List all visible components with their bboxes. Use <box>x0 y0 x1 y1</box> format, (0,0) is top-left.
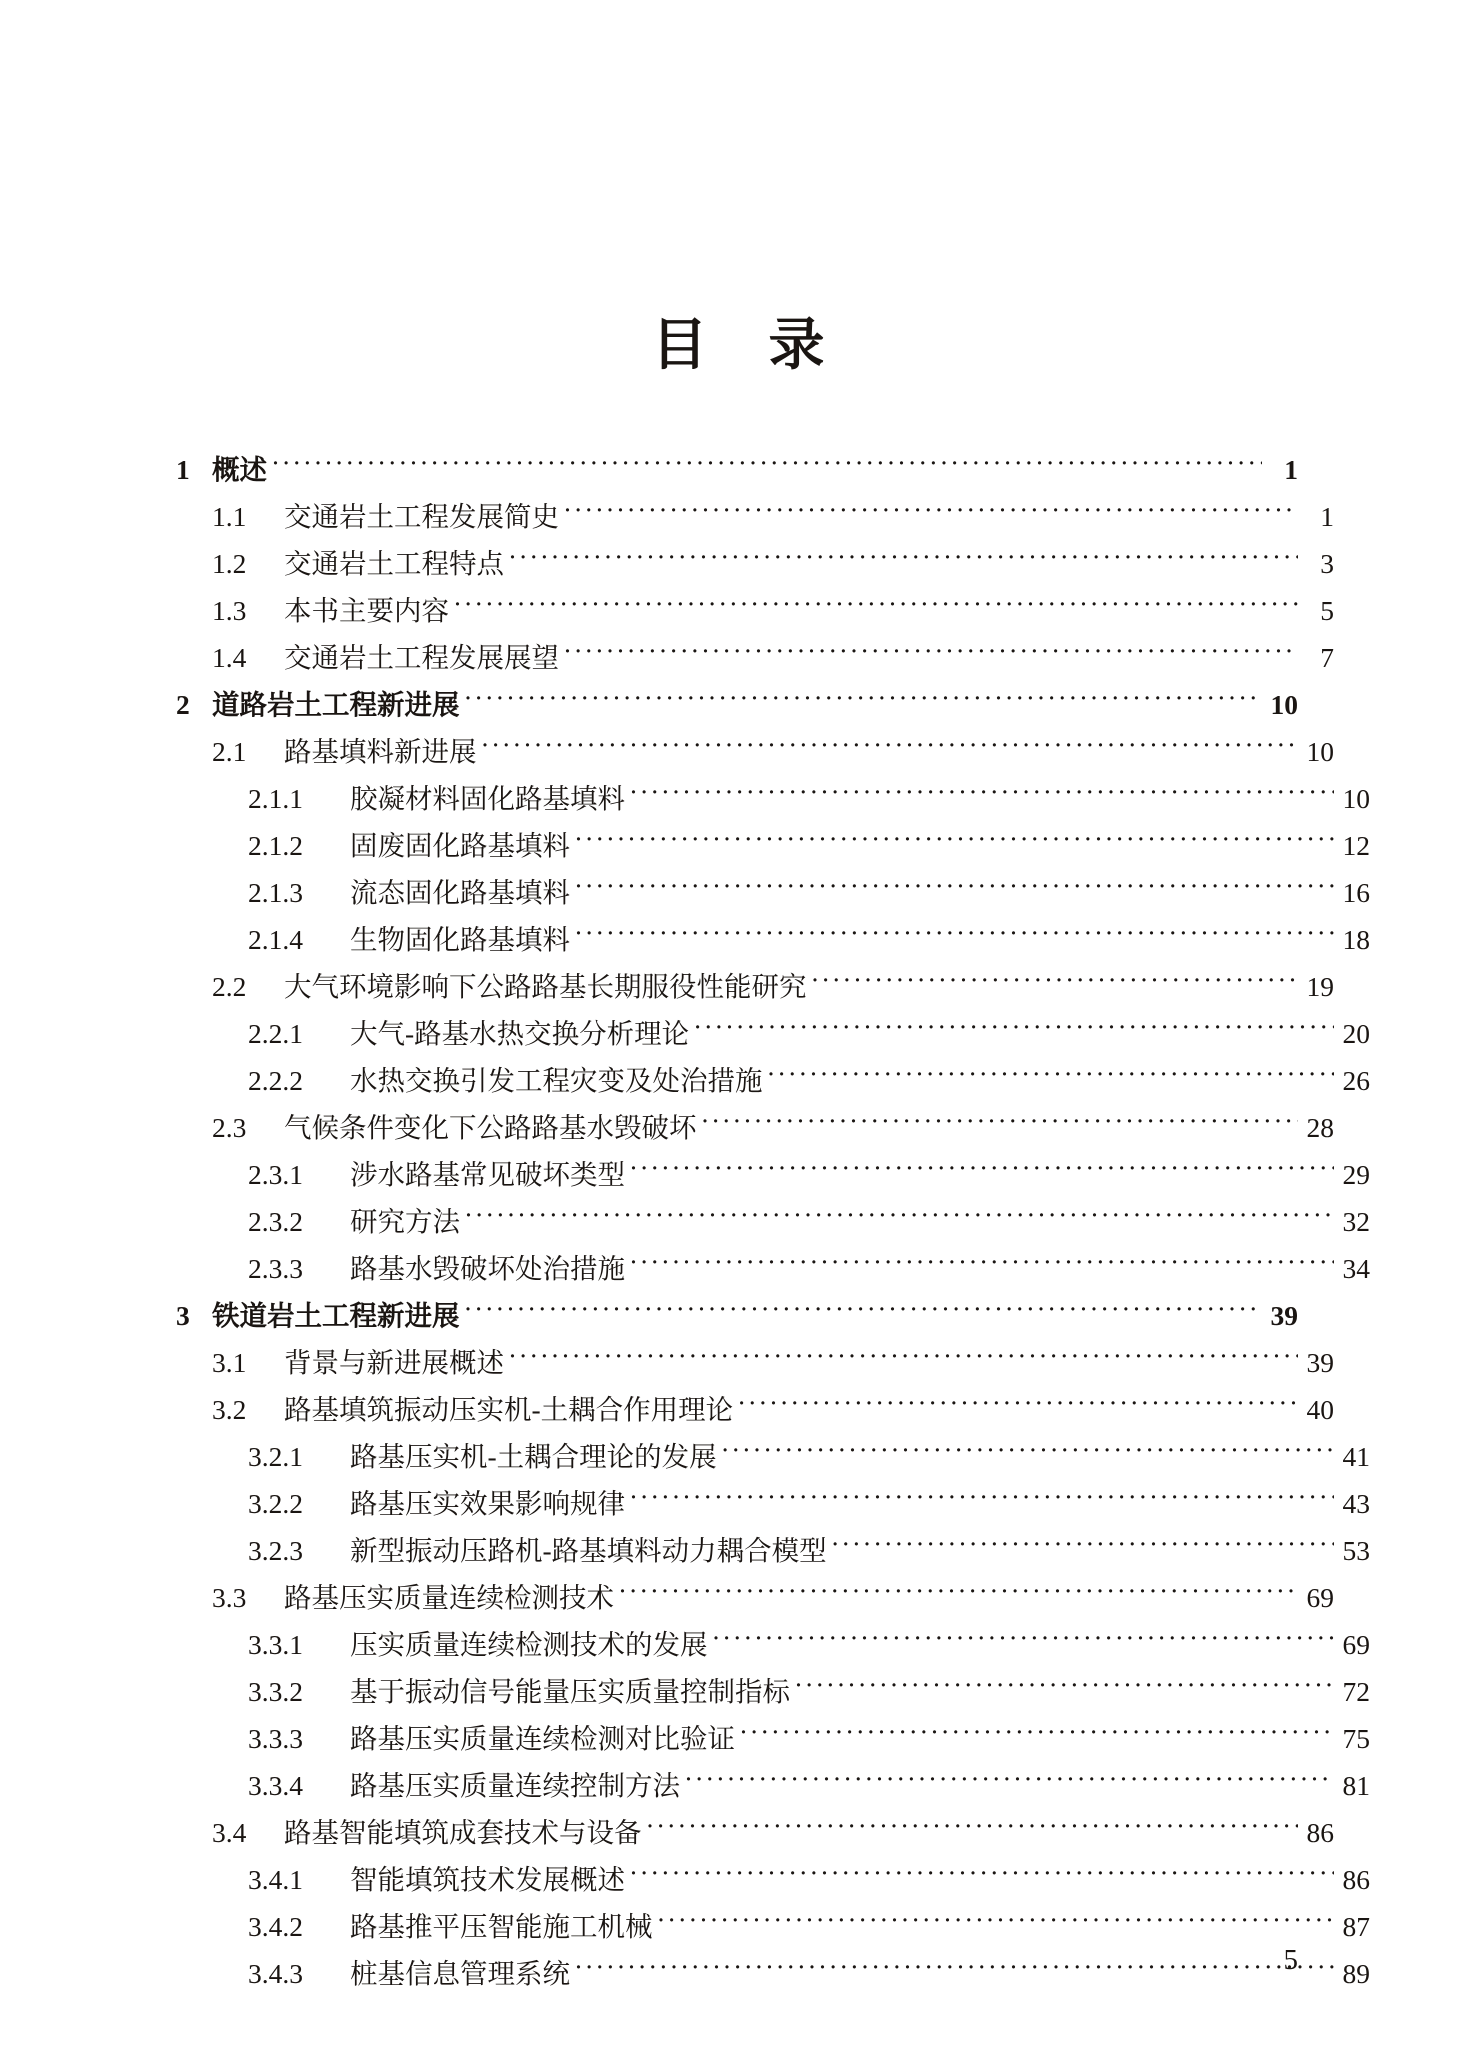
toc-leader-dots <box>271 452 1262 480</box>
toc-entry-label: 流态固化路基填料 <box>350 877 570 908</box>
toc-entry-page-number: 72 <box>1342 1676 1370 1707</box>
toc-entry-number: 3.2.2 <box>248 1488 303 1519</box>
toc-entry[interactable] <box>176 494 1334 541</box>
toc-entry-number: 2 <box>176 689 190 720</box>
toc-entry[interactable] <box>176 1293 1298 1340</box>
toc-entry-number: 2.3.2 <box>248 1206 303 1237</box>
toc-entry-label: 背景与新进展概述 <box>284 1347 504 1378</box>
toc-entry-page-number: 81 <box>1342 1770 1370 1801</box>
toc-entry-page-number: 41 <box>1342 1441 1370 1472</box>
toc-entry-page-number: 43 <box>1342 1488 1370 1519</box>
toc-entry[interactable] <box>176 1011 1370 1058</box>
toc-entry-number: 1.4 <box>212 642 247 673</box>
toc-entry-label: 路基推平压智能施工机械 <box>350 1911 653 1942</box>
toc-leader-dots <box>574 875 1334 903</box>
toc-entry-label: 路基智能填筑成套技术与设备 <box>284 1817 642 1848</box>
toc-entry-page-number: 28 <box>1306 1112 1334 1143</box>
toc-leader-dots <box>618 1580 1298 1608</box>
toc-leader-dots <box>629 1486 1334 1514</box>
toc-leader-dots <box>657 1909 1335 1937</box>
toc-entry-page-number: 12 <box>1342 830 1370 861</box>
toc-leader-dots <box>767 1063 1335 1091</box>
toc-entry-label: 胶凝材料固化路基填料 <box>350 783 625 814</box>
toc-leader-dots <box>721 1439 1334 1467</box>
toc-entry-label: 生物固化路基填料 <box>350 924 570 955</box>
toc-entry-label: 水热交换引发工程灾变及处治措施 <box>350 1065 763 1096</box>
table-of-contents <box>176 447 1370 1998</box>
toc-entry[interactable] <box>176 1246 1370 1293</box>
toc-entry[interactable] <box>176 1528 1370 1575</box>
toc-entry[interactable] <box>176 588 1334 635</box>
toc-leader-dots <box>563 640 1298 668</box>
toc-entry-number: 2.2 <box>212 971 247 1002</box>
toc-entry-number: 2.1.1 <box>248 783 303 814</box>
toc-entry[interactable] <box>176 776 1370 823</box>
toc-entry-page-number: 18 <box>1342 924 1370 955</box>
toc-entry-number: 1.3 <box>212 595 247 626</box>
toc-entry-label: 气候条件变化下公路路基水毁破坏 <box>284 1112 697 1143</box>
toc-entry-label: 研究方法 <box>350 1206 460 1237</box>
toc-entry-label: 基于振动信号能量压实质量控制指标 <box>350 1676 790 1707</box>
toc-leader-dots <box>508 546 1298 574</box>
toc-entry[interactable] <box>176 1622 1370 1669</box>
toc-leader-dots <box>831 1533 1334 1561</box>
toc-entry-label: 路基压实质量连续控制方法 <box>350 1770 680 1801</box>
toc-leader-dots <box>739 1721 1334 1749</box>
toc-entry-label: 铁道岩土工程新进展 <box>212 1300 460 1331</box>
toc-entry-page-number: 86 <box>1342 1864 1370 1895</box>
toc-entry-label: 道路岩土工程新进展 <box>212 689 460 720</box>
toc-entry-number: 1 <box>176 454 190 485</box>
toc-entry-label: 概述 <box>212 454 267 485</box>
toc-entry-number: 3.3.1 <box>248 1629 303 1660</box>
toc-entry-label: 路基压实质量连续检测对比验证 <box>350 1723 735 1754</box>
toc-entry-label: 压实质量连续检测技术的发展 <box>350 1629 708 1660</box>
toc-entry[interactable] <box>176 1857 1370 1904</box>
toc-entry-number: 2.1.4 <box>248 924 303 955</box>
toc-entry-label: 固废固化路基填料 <box>350 830 570 861</box>
toc-leader-dots <box>794 1674 1334 1702</box>
toc-entry-label: 新型振动压路机-路基填料动力耦合模型 <box>350 1535 827 1566</box>
toc-entry-page-number: 69 <box>1342 1629 1370 1660</box>
toc-entry[interactable] <box>176 1199 1370 1246</box>
toc-entry-number: 2.3.1 <box>248 1159 303 1190</box>
toc-entry-label: 大气环境影响下公路路基长期服役性能研究 <box>284 971 807 1002</box>
toc-leader-dots <box>464 1298 1263 1326</box>
toc-entry-page-number: 3 <box>1320 548 1334 579</box>
toc-entry-number: 3.4 <box>212 1817 247 1848</box>
toc-entry[interactable] <box>176 1481 1370 1528</box>
toc-entry[interactable] <box>176 964 1334 1011</box>
toc-entry-number: 2.1 <box>212 736 247 767</box>
toc-entry[interactable] <box>176 1716 1370 1763</box>
toc-entry-label: 大气-路基水热交换分析理论 <box>350 1018 690 1049</box>
toc-entry[interactable] <box>176 1810 1334 1857</box>
toc-leader-dots <box>737 1392 1298 1420</box>
toc-entry[interactable] <box>176 541 1334 588</box>
toc-entry[interactable] <box>176 1105 1334 1152</box>
toc-entry-number: 3.3.4 <box>248 1770 303 1801</box>
page-folio: 5 <box>1283 1944 1298 1976</box>
toc-entry-page-number: 32 <box>1342 1206 1370 1237</box>
toc-entry-page-number: 10 <box>1270 689 1298 720</box>
toc-entry-page-number: 53 <box>1342 1535 1370 1566</box>
toc-entry-label: 路基压实效果影响规律 <box>350 1488 625 1519</box>
toc-entry-page-number: 29 <box>1342 1159 1370 1190</box>
toc-entry-number: 3.4.2 <box>248 1911 303 1942</box>
toc-entry[interactable] <box>176 1575 1334 1622</box>
toc-leader-dots <box>712 1627 1335 1655</box>
toc-entry-label: 桩基信息管理系统 <box>350 1958 570 1989</box>
toc-entry-page-number: 1 <box>1284 454 1298 485</box>
toc-leader-dots <box>646 1815 1299 1843</box>
toc-entry-page-number: 87 <box>1342 1911 1370 1942</box>
toc-entry[interactable] <box>176 870 1370 917</box>
toc-entry-page-number: 34 <box>1342 1253 1370 1284</box>
toc-entry-label: 本书主要内容 <box>284 595 449 626</box>
toc-entry-page-number: 10 <box>1306 736 1334 767</box>
toc-entry[interactable] <box>176 917 1370 964</box>
toc-entry-label: 路基填筑振动压实机-土耦合作用理论 <box>284 1394 734 1425</box>
toc-entry-number: 3.2.1 <box>248 1441 303 1472</box>
toc-entry-number: 2.1.2 <box>248 830 303 861</box>
page-title: 目 录 <box>651 315 849 377</box>
toc-entry-number: 3.3.3 <box>248 1723 303 1754</box>
toc-leader-dots <box>508 1345 1298 1373</box>
toc-entry-label: 路基压实机-土耦合理论的发展 <box>350 1441 717 1472</box>
toc-entry-number: 3.4.3 <box>248 1958 303 1989</box>
toc-leader-dots <box>693 1016 1334 1044</box>
toc-entry-number: 1.2 <box>212 548 247 579</box>
toc-leader-dots <box>701 1110 1299 1138</box>
toc-leader-dots <box>464 687 1263 715</box>
toc-entry-page-number: 19 <box>1306 971 1334 1002</box>
toc-leader-dots <box>629 1251 1334 1279</box>
toc-entry-number: 1.1 <box>212 501 247 532</box>
toc-entry-number: 3.2.3 <box>248 1535 303 1566</box>
toc-entry-page-number: 7 <box>1320 642 1334 673</box>
toc-leader-dots <box>481 734 1299 762</box>
toc-entry[interactable] <box>176 682 1298 729</box>
toc-entry[interactable] <box>176 635 1334 682</box>
toc-entry-page-number: 75 <box>1342 1723 1370 1754</box>
toc-entry-number: 3.3 <box>212 1582 247 1613</box>
toc-entry[interactable] <box>176 1763 1370 1810</box>
toc-entry[interactable] <box>176 823 1370 870</box>
toc-entry-page-number: 86 <box>1306 1817 1334 1848</box>
toc-entry[interactable] <box>176 447 1298 494</box>
toc-entry-label: 路基压实质量连续检测技术 <box>284 1582 614 1613</box>
toc-entry[interactable] <box>176 1340 1334 1387</box>
toc-entry-label: 路基水毁破坏处治措施 <box>350 1253 625 1284</box>
toc-entry-page-number: 26 <box>1342 1065 1370 1096</box>
toc-leader-dots <box>629 1862 1334 1890</box>
toc-entry-label: 交通岩土工程特点 <box>284 548 504 579</box>
toc-entry-number: 2.2.2 <box>248 1065 303 1096</box>
toc-leader-dots <box>629 781 1334 809</box>
toc-entry-number: 2.1.3 <box>248 877 303 908</box>
toc-entry[interactable] <box>176 1434 1370 1481</box>
toc-entry-page-number: 69 <box>1306 1582 1334 1613</box>
toc-entry-page-number: 89 <box>1342 1958 1370 1989</box>
toc-entry-number: 3.2 <box>212 1394 247 1425</box>
toc-entry-number: 2.3 <box>212 1112 247 1143</box>
toc-leader-dots <box>574 922 1334 950</box>
toc-entry-page-number: 1 <box>1320 501 1334 532</box>
toc-entry-label: 涉水路基常见破坏类型 <box>350 1159 625 1190</box>
toc-entry-number: 3.3.2 <box>248 1676 303 1707</box>
toc-leader-dots <box>684 1768 1334 1796</box>
toc-entry-label: 交通岩土工程发展展望 <box>284 642 559 673</box>
toc-entry-number: 3.1 <box>212 1347 247 1378</box>
toc-entry-page-number: 10 <box>1342 783 1370 814</box>
toc-leader-dots <box>574 828 1334 856</box>
toc-leader-dots <box>629 1157 1334 1185</box>
toc-entry-page-number: 39 <box>1270 1300 1298 1331</box>
toc-leader-dots <box>811 969 1299 997</box>
toc-entry[interactable] <box>176 1152 1370 1199</box>
toc-entry-number: 3.4.1 <box>248 1864 303 1895</box>
toc-entry-label: 交通岩土工程发展简史 <box>284 501 559 532</box>
toc-leader-dots <box>464 1204 1334 1232</box>
toc-entry-page-number: 16 <box>1342 877 1370 908</box>
toc-entry-page-number: 39 <box>1306 1347 1334 1378</box>
toc-leader-dots <box>453 593 1298 621</box>
toc-entry-page-number: 20 <box>1342 1018 1370 1049</box>
toc-leader-dots <box>563 499 1298 527</box>
toc-entry[interactable] <box>176 1387 1334 1434</box>
toc-entry-number: 2.3.3 <box>248 1253 303 1284</box>
toc-entry[interactable] <box>176 729 1334 776</box>
toc-entry-label: 路基填料新进展 <box>284 736 477 767</box>
toc-entry-label: 智能填筑技术发展概述 <box>350 1864 625 1895</box>
toc-entry-page-number: 40 <box>1306 1394 1334 1425</box>
toc-entry[interactable] <box>176 1058 1370 1105</box>
toc-entry-number: 2.2.1 <box>248 1018 303 1049</box>
toc-entry-number: 3 <box>176 1300 190 1331</box>
toc-entry[interactable] <box>176 1669 1370 1716</box>
toc-entry-page-number: 5 <box>1320 595 1334 626</box>
